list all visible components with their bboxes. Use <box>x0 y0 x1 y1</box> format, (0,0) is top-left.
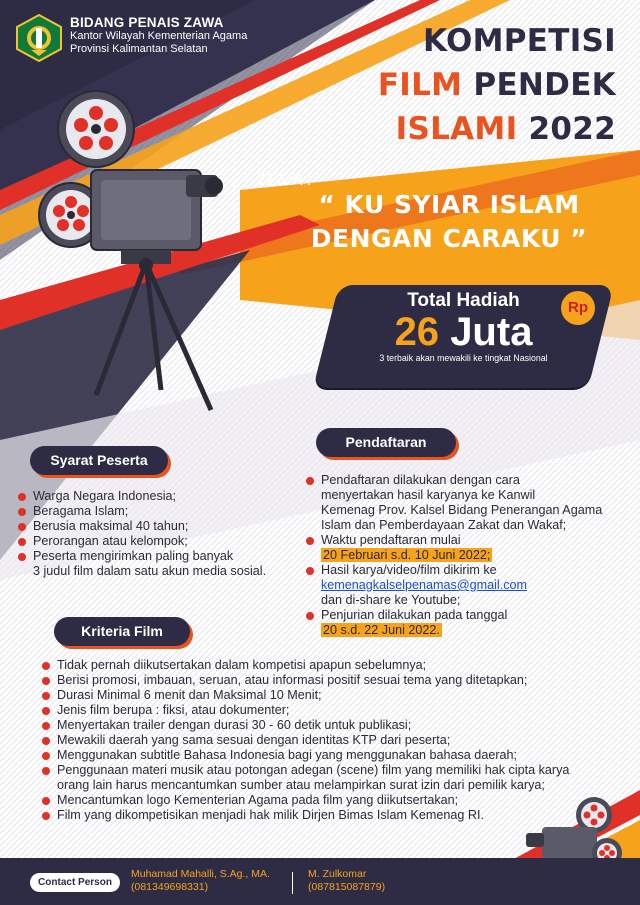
kemenag-logo-icon <box>16 14 62 62</box>
list-item-line: Hasil karya/video/film dikirim ke <box>321 563 497 577</box>
list-item <box>306 608 636 638</box>
list-item: Film yang dikompetisikan menjadi hak milik Dirjen Bimas Islam Kemenag RI. <box>42 808 632 823</box>
list-item: Mencantumkan logo Kementerian Agama pada film yang diikutsertakan; <box>42 793 632 808</box>
pendaftaran-list <box>306 473 636 638</box>
list-item-continuation: 3 judul film dalam satu akun media sosial. <box>33 564 267 578</box>
list-item-text: Peserta mengirimkan paling banyak <box>33 549 234 563</box>
contact-1-name: Muhamad Mahalli, S.Ag., MA. <box>131 868 270 880</box>
email-link[interactable]: kemenagkalselpenamas@gmail.com <box>321 578 527 592</box>
prize-label: Total Hadiah <box>407 290 520 311</box>
theme-text <box>284 188 614 256</box>
prize-amount <box>326 310 601 354</box>
list-item: Warga Negara Indonesia; <box>18 489 298 504</box>
title-pendek: PENDEK <box>473 67 616 103</box>
contact-2-name: M. Zulkomar <box>308 868 367 880</box>
prize-content <box>326 285 601 388</box>
list-item-text: Penggunaan materi musik atau potongan adegan (scene) film yang memiliki hak cipta karya <box>57 763 570 777</box>
organization-line1: Kantor Wilayah Kementerian Agama <box>70 30 248 42</box>
theme-line-2: DENGAN CARAKU ” <box>310 224 588 253</box>
list-item <box>306 473 636 533</box>
judging-date-highlight: 20 s.d. 22 Juni 2022. <box>323 623 440 637</box>
list-item: Durasi Minimal 6 menit dan Maksimal 10 Menit; <box>42 688 632 703</box>
title-line-1: KOMPETISI <box>423 23 616 59</box>
contact-person-2 <box>308 868 385 894</box>
theme-label: TEMA : <box>256 170 313 189</box>
list-item: Menyertakan trailer dengan durasi 30 - 60 detik untuk publikasi; <box>42 718 632 733</box>
contact-person-1 <box>131 868 270 894</box>
prize-number: 26 <box>394 310 440 354</box>
prize-unit: Juta <box>450 310 533 354</box>
list-item-line: Pendaftaran dilakukan dengan cara <box>321 473 520 487</box>
list-item-line: Kemenag Prov. Kalsel Bidang Penerangan Agama <box>321 503 603 517</box>
list-item: Perorangan atau kelompok; <box>18 534 298 549</box>
title-film: FILM <box>377 67 463 103</box>
contact-2-phone[interactable]: (087815087879) <box>308 881 386 893</box>
list-item <box>306 533 636 563</box>
organization-name: BIDANG PENAIS ZAWA <box>70 15 224 30</box>
list-item: Beragama Islam; <box>18 504 298 519</box>
syarat-heading: Syarat Peserta <box>30 446 168 475</box>
list-item: Berusia maksimal 40 tahun; <box>18 519 298 534</box>
pendaftaran-heading: Pendaftaran <box>316 428 456 457</box>
contact-person-label: Contact Person <box>30 873 120 892</box>
list-item <box>42 763 632 793</box>
list-item: Berisi promosi, imbauan, seruan, atau informasi positif sesuai tema yang ditetapkan; <box>42 673 632 688</box>
title-islami: ISLAMI <box>395 111 518 147</box>
list-item-line: dan di-share ke Youtube; <box>321 593 461 607</box>
list-item: Tidak pernah diikutsertakan dalam kompetisi apapun sebelumnya; <box>42 658 632 673</box>
kriteria-heading: Kriteria Film <box>54 617 190 646</box>
list-item-line: Islam dan Pemberdayaan Zakat dan Wakaf; <box>321 518 567 532</box>
list-item-line: menyertakan hasil karyanya ke Kanwil <box>321 488 536 502</box>
prize-note: 3 terbaik akan mewakili ke tingkat Nasional <box>379 353 548 363</box>
registration-date-highlight: 20 Februari s.d. 10 Juni 2022; <box>323 548 491 562</box>
list-item-line: Waktu pendaftaran mulai <box>321 533 461 547</box>
title-line-2 <box>378 66 616 104</box>
list-item <box>306 563 636 608</box>
organization-block <box>70 15 247 56</box>
contact-1-phone[interactable]: (081349698331) <box>131 881 209 893</box>
film-projector-illustration <box>36 85 236 415</box>
theme-line-1: “ KU SYIAR ISLAM <box>318 190 580 219</box>
organization-line2: Provinsi Kalimantan Selatan <box>70 43 208 55</box>
list-item <box>18 549 298 579</box>
currency-badge: Rp <box>561 291 595 325</box>
title-line-3 <box>396 110 616 148</box>
title-year: 2022 <box>528 111 616 147</box>
list-item: Jenis film berupa : fiksi, atau dokumenter; <box>42 703 632 718</box>
list-item: Mewakili daerah yang sama sesuai dengan identitas KTP dari peserta; <box>42 733 632 748</box>
list-item: Menggunakan subtitle Bahasa Indonesia bagi yang menggunakan bahasa daerah; <box>42 748 632 763</box>
list-item-continuation: orang lain harus mencantumkan sumber atau melampirkan surat izin dari pemilik karya; <box>57 778 545 792</box>
syarat-list <box>18 489 298 579</box>
list-item-line: Penjurian dilakukan pada tanggal <box>321 608 508 622</box>
footer-divider <box>292 872 293 894</box>
